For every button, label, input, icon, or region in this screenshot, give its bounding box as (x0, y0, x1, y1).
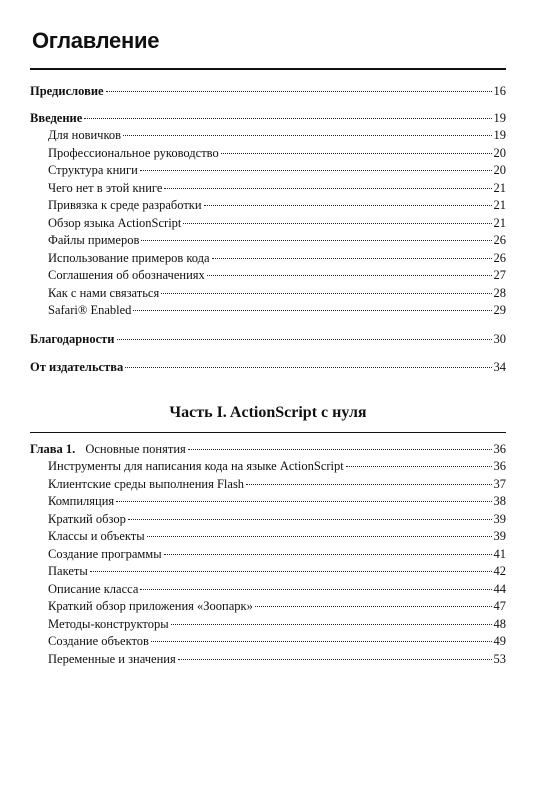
toc-entry-acknowledgements[interactable] (30, 331, 506, 349)
toc-subentry[interactable] (30, 267, 506, 285)
toc-entry-page: 39 (493, 529, 506, 543)
dot-leader (125, 367, 491, 368)
toc-entry-label: Соглашения об обозначениях (48, 268, 205, 282)
dot-leader (84, 118, 491, 119)
toc-entry-page: 44 (493, 581, 506, 596)
toc-subentry[interactable] (30, 232, 506, 250)
toc-entry-label: Использование примеров кода (48, 250, 210, 265)
dot-leader (141, 240, 491, 241)
toc-subentry[interactable] (30, 476, 506, 494)
toc-subentry[interactable] (30, 215, 506, 233)
toc-entry-introduction[interactable] (30, 110, 506, 128)
toc-entry-label: Краткий обзор (48, 511, 126, 526)
toc-entry-page: 30 (493, 331, 506, 346)
toc-subentry[interactable] (30, 127, 506, 145)
toc-entry-page: 27 (493, 268, 506, 282)
toc-entry-page: 34 (493, 360, 506, 374)
toc-entry-page: 38 (493, 494, 506, 508)
toc-entry-page: 21 (493, 215, 506, 230)
toc-entry-page: 37 (493, 476, 506, 491)
toc-entry-page: 41 (493, 546, 506, 561)
dot-leader (117, 339, 492, 340)
toc-entry-label: От издательства (30, 360, 124, 374)
toc-subentry[interactable] (30, 528, 506, 546)
toc-entry-page: 26 (493, 233, 506, 247)
toc-entry-page: 19 (493, 128, 506, 142)
part-title: Часть I. ActionScript с нуля (169, 403, 367, 421)
toc-subentry[interactable] (30, 285, 506, 303)
toc-entry-label: Пакеты (48, 564, 88, 578)
toc-entry-label: Предисловие (30, 84, 104, 98)
toc-subentry[interactable] (30, 546, 506, 564)
dot-leader (116, 501, 491, 502)
toc-entry-label: Описание класса (48, 581, 139, 596)
toc-subentry[interactable] (30, 197, 506, 215)
dot-leader (164, 188, 491, 189)
toc-entry-preface[interactable] (30, 83, 506, 101)
chapter-title: Основные понятия (85, 441, 186, 456)
toc-subentry[interactable] (30, 563, 506, 581)
toc-entry-label: Привязка к среде разработки (48, 198, 202, 212)
toc-entry-page: 36 (493, 459, 506, 473)
toc-entry-publisher[interactable] (30, 359, 506, 377)
toc-entry-label: Для новичков (48, 128, 122, 142)
toc-entry-label: Клиентские среды выполнения Flash (48, 476, 245, 491)
toc-entry-label: Создание программы (48, 546, 162, 561)
title-rule (30, 68, 506, 70)
toc-entry-chapter-1[interactable] (30, 441, 506, 459)
dot-leader (207, 275, 492, 276)
toc-entry-page: 21 (493, 198, 506, 212)
dot-leader (106, 91, 492, 92)
toc-entry-label: Обзор языка ActionScript (48, 215, 182, 230)
dot-leader (90, 571, 492, 572)
toc-entry-page: 20 (493, 163, 506, 177)
toc-subentry[interactable] (30, 511, 506, 529)
part-rule (30, 432, 506, 433)
dot-leader (128, 519, 492, 520)
dot-leader (346, 466, 492, 467)
toc-entry-label (30, 441, 186, 459)
toc-subentry[interactable] (30, 651, 506, 669)
toc-subentry[interactable] (30, 616, 506, 634)
toc-entry-page: 29 (493, 303, 506, 317)
toc-subentry[interactable] (30, 162, 506, 180)
toc-entry-label: Как с нами связаться (48, 285, 160, 300)
toc-entry-page: 19 (493, 110, 506, 125)
toc-subentry[interactable] (30, 145, 506, 163)
toc-entry-label: Структура книги (48, 163, 138, 177)
dot-leader (255, 606, 492, 607)
toc-entry-label: Инструменты для написания кода на языке ActionScript (48, 459, 344, 473)
toc-entry-page: 28 (493, 285, 506, 300)
toc-entry-page: 21 (493, 180, 506, 195)
toc-entry-label: Методы-конструкторы (48, 616, 169, 631)
dot-leader (161, 293, 491, 294)
toc-entry-label: Компиляция (48, 494, 115, 508)
dot-leader (221, 153, 492, 154)
toc-subentry[interactable] (30, 250, 506, 268)
toc-subentry[interactable] (30, 493, 506, 511)
toc-entry-page: 20 (493, 145, 506, 160)
introduction-subentries (30, 127, 506, 320)
toc-subentry[interactable] (30, 581, 506, 599)
toc-entry-label: Файлы примеров (48, 233, 140, 247)
toc-page (30, 28, 506, 668)
dot-leader (123, 135, 491, 136)
toc-entry-label: Краткий обзор приложения «Зоопарк» (48, 599, 253, 613)
dot-leader (140, 170, 492, 171)
dot-leader (183, 223, 491, 224)
dot-leader (246, 484, 491, 485)
toc-entry-label: Профессиональное руководство (48, 145, 219, 160)
dot-leader (178, 659, 492, 660)
toc-entry-page: 36 (493, 441, 506, 456)
toc-entry-page: 42 (493, 564, 506, 578)
toc-entry-label: Введение (30, 110, 83, 125)
toc-subentry[interactable] (30, 302, 506, 320)
dot-leader (151, 641, 492, 642)
toc-entry-page: 16 (493, 84, 506, 98)
page-title: Оглавление (32, 28, 160, 53)
chapter-1-subentries (30, 458, 506, 668)
toc-entry-page: 53 (493, 651, 506, 666)
dot-leader (147, 536, 492, 537)
toc-entry-page: 49 (493, 634, 506, 648)
toc-entry-label: Safari® Enabled (48, 303, 132, 317)
dot-leader (212, 258, 492, 259)
toc-entry-page: 48 (493, 616, 506, 631)
toc-entry-label: Создание объектов (48, 634, 149, 648)
toc-subentry[interactable] (30, 633, 506, 651)
toc-entry-label: Благодарности (30, 331, 115, 346)
toc-subentry[interactable] (30, 458, 506, 476)
toc-entry-page: 26 (493, 250, 506, 265)
dot-leader (140, 589, 491, 590)
chapter-number: Глава 1. (30, 441, 76, 456)
dot-leader (133, 310, 491, 311)
toc-entry-label: Классы и объекты (48, 529, 145, 543)
dot-leader (164, 554, 492, 555)
dot-leader (171, 624, 492, 625)
toc-entry-page: 47 (493, 599, 506, 613)
toc-subentry[interactable] (30, 180, 506, 198)
dot-leader (204, 205, 492, 206)
dot-leader (188, 449, 492, 450)
toc-entry-label: Чего нет в этой книге (48, 180, 163, 195)
toc-entry-label: Переменные и значения (48, 651, 176, 666)
toc-entry-page: 39 (493, 511, 506, 526)
toc-subentry[interactable] (30, 598, 506, 616)
